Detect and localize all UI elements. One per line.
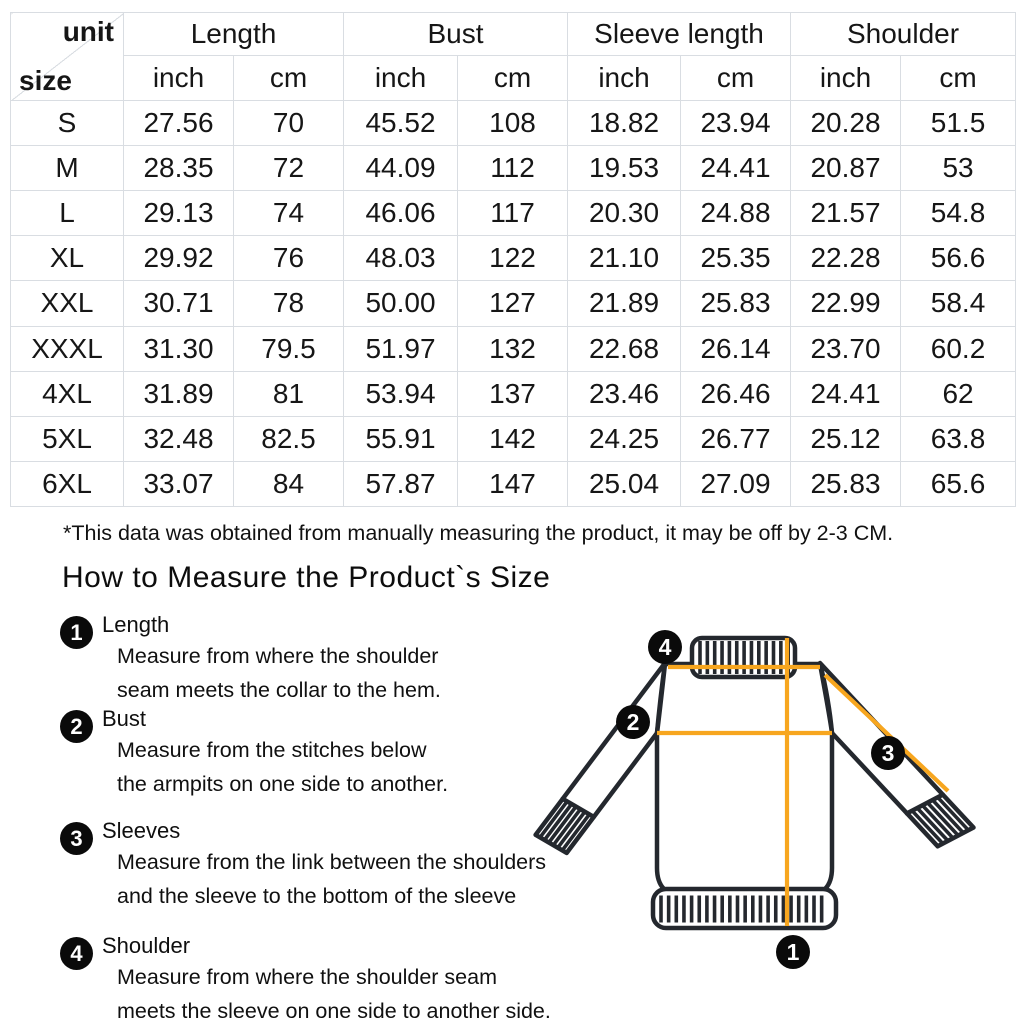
measurement-cell: 20.28	[791, 101, 901, 146]
measurement-cell: 44.09	[344, 146, 458, 191]
size-cell: 6XL	[11, 461, 124, 506]
size-cell: 5XL	[11, 416, 124, 461]
measurement-cell: 22.99	[791, 281, 901, 326]
step-number-badge: 3	[60, 822, 93, 855]
how-to-measure-title: How to Measure the Product`s Size	[62, 561, 551, 594]
sweater-body	[657, 664, 832, 896]
measurement-cell: 51.5	[901, 101, 1016, 146]
size-cell: L	[11, 191, 124, 236]
measurement-cell: 132	[458, 326, 568, 371]
table-row	[11, 281, 1016, 326]
badge-1	[776, 935, 810, 969]
measurement-cell: 25.83	[791, 461, 901, 506]
measurement-cell: 48.03	[344, 236, 458, 281]
table-row	[11, 416, 1016, 461]
table-row	[11, 146, 1016, 191]
column-group-header: Length	[124, 13, 344, 56]
measurement-cell: 25.35	[681, 236, 791, 281]
measurement-cell: 23.94	[681, 101, 791, 146]
size-chart-table	[10, 12, 1016, 507]
measurement-cell: 26.14	[681, 326, 791, 371]
measurement-cell: 23.70	[791, 326, 901, 371]
measurement-cell: 33.07	[124, 461, 234, 506]
size-cell: M	[11, 146, 124, 191]
measurement-cell: 142	[458, 416, 568, 461]
measurement-cell: 50.00	[344, 281, 458, 326]
size-cell: 4XL	[11, 371, 124, 416]
measurement-cell: 18.82	[568, 101, 681, 146]
sweater-measurement-diagram	[455, 608, 1020, 1024]
measurement-cell: 29.92	[124, 236, 234, 281]
measurement-cell: 22.68	[568, 326, 681, 371]
table-row	[11, 236, 1016, 281]
measurement-cell: 45.52	[344, 101, 458, 146]
measurement-cell: 53.94	[344, 371, 458, 416]
measurement-cell: 46.06	[344, 191, 458, 236]
measurement-cell: 62	[901, 371, 1016, 416]
measurement-cell: 25.12	[791, 416, 901, 461]
measurement-cell: 19.53	[568, 146, 681, 191]
measurement-cell: 54.8	[901, 191, 1016, 236]
step-description-line: meets the sleeve on one side to another side.	[117, 998, 551, 1023]
measurement-cell: 122	[458, 236, 568, 281]
measurement-cell: 26.46	[681, 371, 791, 416]
measurement-cell: 25.04	[568, 461, 681, 506]
measurement-cell: 25.83	[681, 281, 791, 326]
svg-text:3: 3	[881, 740, 895, 766]
table-group-header-row	[11, 13, 1016, 56]
measurement-cell: 63.8	[901, 416, 1016, 461]
svg-text:4: 4	[658, 634, 672, 660]
measurement-cell: 30.71	[124, 281, 234, 326]
step-title: Shoulder	[102, 933, 191, 958]
step-description-line: Measure from where the shoulder seam	[117, 965, 498, 989]
measurement-cell: 65.6	[901, 461, 1016, 506]
measurement-cell: 20.30	[568, 191, 681, 236]
measurement-cell: 147	[458, 461, 568, 506]
step-description-line: and the sleeve to the bottom of the sleeve	[117, 883, 517, 908]
step-title: Sleeves	[102, 818, 181, 843]
measurement-cell: 58.4	[901, 281, 1016, 326]
measurement-cell: 26.77	[681, 416, 791, 461]
svg-text:2: 2	[626, 709, 640, 735]
size-cell: XXXL	[11, 326, 124, 371]
measurement-cell: 27.56	[124, 101, 234, 146]
measurement-cell: 82.5	[234, 416, 344, 461]
measurement-cell: 74	[234, 191, 344, 236]
unit-header-cell: inch	[791, 56, 901, 101]
measurement-cell: 24.41	[791, 371, 901, 416]
step-description-line: the armpits on one side to another.	[117, 771, 449, 796]
step-number-badge: 4	[60, 937, 93, 970]
step-description	[117, 734, 448, 801]
measurement-cell: 117	[458, 191, 568, 236]
measurement-cell: 56.6	[901, 236, 1016, 281]
measurement-cell: 24.88	[681, 191, 791, 236]
corner-size-label: size	[19, 65, 72, 96]
measure-step	[60, 706, 448, 801]
step-number-badge: 2	[60, 710, 93, 743]
measurement-cell: 112	[458, 146, 568, 191]
measurement-cell: 21.89	[568, 281, 681, 326]
measurement-cell: 79.5	[234, 326, 344, 371]
badge-4	[648, 630, 682, 664]
measurement-cell: 21.10	[568, 236, 681, 281]
size-cell: XXL	[11, 281, 124, 326]
measurement-cell: 137	[458, 371, 568, 416]
unit-header-cell: inch	[344, 56, 458, 101]
step-description	[117, 640, 441, 707]
table-row	[11, 326, 1016, 371]
column-group-header: Bust	[344, 13, 568, 56]
measurement-cell: 24.25	[568, 416, 681, 461]
measurement-cell: 22.28	[791, 236, 901, 281]
step-description-line: seam meets the collar to the hem.	[117, 677, 441, 702]
measurement-cell: 84	[234, 461, 344, 506]
column-group-header: Shoulder	[791, 13, 1016, 56]
measurement-cell: 72	[234, 146, 344, 191]
measurement-cell: 31.89	[124, 371, 234, 416]
measurement-cell: 127	[458, 281, 568, 326]
measurement-cell: 81	[234, 371, 344, 416]
measurement-cell: 53	[901, 146, 1016, 191]
measurement-cell: 28.35	[124, 146, 234, 191]
unit-header-cell: cm	[234, 56, 344, 101]
column-group-header: Sleeve length	[568, 13, 791, 56]
unit-header-cell: inch	[568, 56, 681, 101]
measurement-cell: 31.30	[124, 326, 234, 371]
svg-text:1: 1	[786, 939, 800, 965]
measurement-cell: 20.87	[791, 146, 901, 191]
badge-2	[616, 705, 650, 739]
size-cell: XL	[11, 236, 124, 281]
measurement-cell: 57.87	[344, 461, 458, 506]
size-cell: S	[11, 101, 124, 146]
unit-header-cell: cm	[681, 56, 791, 101]
measurement-cell: 60.2	[901, 326, 1016, 371]
corner-cell	[11, 13, 124, 101]
measurement-cell: 32.48	[124, 416, 234, 461]
measurement-cell: 29.13	[124, 191, 234, 236]
measurement-cell: 51.97	[344, 326, 458, 371]
step-title: Bust	[102, 706, 147, 731]
unit-header-cell: cm	[901, 56, 1016, 101]
step-description-line: Measure from the link between the shoulders	[117, 850, 547, 874]
table-row	[11, 371, 1016, 416]
measurement-cell: 78	[234, 281, 344, 326]
step-title: Length	[102, 612, 170, 637]
measurement-cell: 27.09	[681, 461, 791, 506]
measurement-cell: 108	[458, 101, 568, 146]
measurement-cell: 24.41	[681, 146, 791, 191]
table-row	[11, 101, 1016, 146]
measurement-cell: 55.91	[344, 416, 458, 461]
corner-unit-label: unit	[62, 16, 114, 47]
measurement-cell: 23.46	[568, 371, 681, 416]
measurement-cell: 70	[234, 101, 344, 146]
step-description-line: Measure from where the shoulder	[117, 644, 439, 668]
unit-header-cell: cm	[458, 56, 568, 101]
unit-header-cell: inch	[124, 56, 234, 101]
table-row	[11, 191, 1016, 236]
badge-3	[871, 736, 905, 770]
measure-step	[60, 612, 441, 707]
table-unit-header-row	[11, 56, 1016, 101]
step-description-line: Measure from the stitches below	[117, 738, 427, 762]
step-number-badge: 1	[60, 616, 93, 649]
measurement-cell: 21.57	[791, 191, 901, 236]
measurement-note: *This data was obtained from manually measuring the product, it may be off by 2-3 CM.	[63, 521, 894, 545]
table-row	[11, 461, 1016, 506]
measurement-cell: 76	[234, 236, 344, 281]
sweater-svg	[455, 608, 1020, 1024]
